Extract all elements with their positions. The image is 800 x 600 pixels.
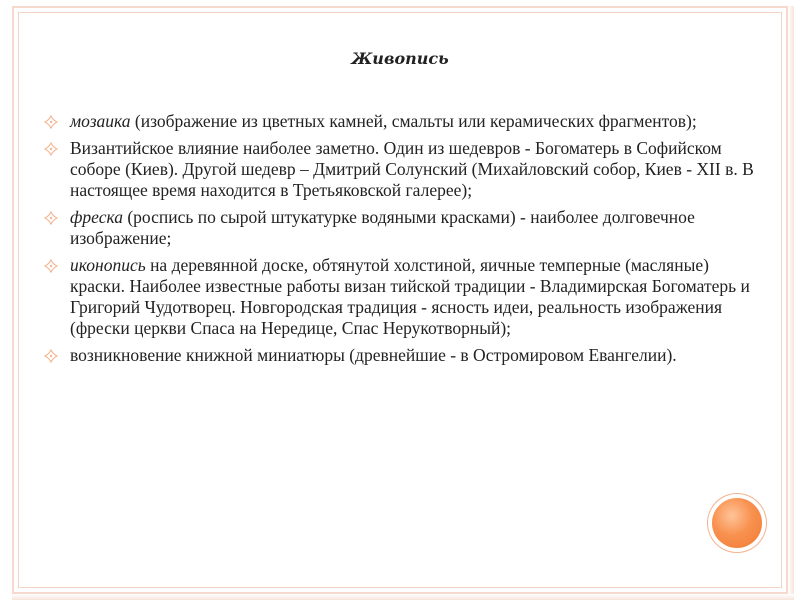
flower-bullet-icon bbox=[44, 142, 58, 156]
bullet-list bbox=[44, 111, 764, 372]
flower-bullet-icon bbox=[44, 259, 58, 273]
list-item-icon-painting bbox=[44, 255, 764, 339]
flower-bullet-icon bbox=[44, 349, 58, 363]
list-item-miniature bbox=[44, 345, 764, 366]
list-item-byzantine bbox=[44, 138, 764, 201]
item-text: на деревянной доске, обтянутой холстиной, яичные темперные (масляные) краски. Наиболее известные работы визан тийской традиции - Владимирская Богоматерь и Григорий Чудотворец. Новгородская традиция - ясность идеи, реальность изображения (фрески церкви Спаса на Нередице, Спас Нерукотворный); bbox=[70, 255, 750, 338]
item-term: мозаика bbox=[70, 111, 131, 131]
orange-circle-decoration-icon bbox=[712, 498, 762, 548]
flower-bullet-icon bbox=[44, 211, 58, 225]
item-text: возникновение книжной миниатюры (древнейшие - в Остромировом Евангелии). bbox=[70, 345, 677, 365]
frame-shadow-bottom bbox=[12, 594, 794, 600]
list-item-mosaic bbox=[44, 111, 764, 132]
item-text: (роспись по сырой штукатурке водяными красками) - наиболее долговечное изображение; bbox=[70, 207, 695, 248]
frame-shadow-right bbox=[788, 6, 794, 594]
slide-title: Живопись bbox=[351, 49, 449, 68]
item-term: иконопись bbox=[70, 255, 146, 275]
flower-bullet-icon bbox=[44, 115, 58, 129]
item-text: Византийское влияние наиболее заметно. Один из шедевров - Богоматерь в Софийском соборе (Киев). Другой шедевр – Дмитрий Солунский (Михайловский собор, Киев - XII в. В настоящее время находится в Третьяковской галерее); bbox=[70, 138, 754, 200]
item-term: фреска bbox=[70, 207, 123, 227]
item-text: (изображение из цветных камней, смальты или керамических фрагментов); bbox=[130, 111, 697, 131]
list-item-fresco bbox=[44, 207, 764, 249]
